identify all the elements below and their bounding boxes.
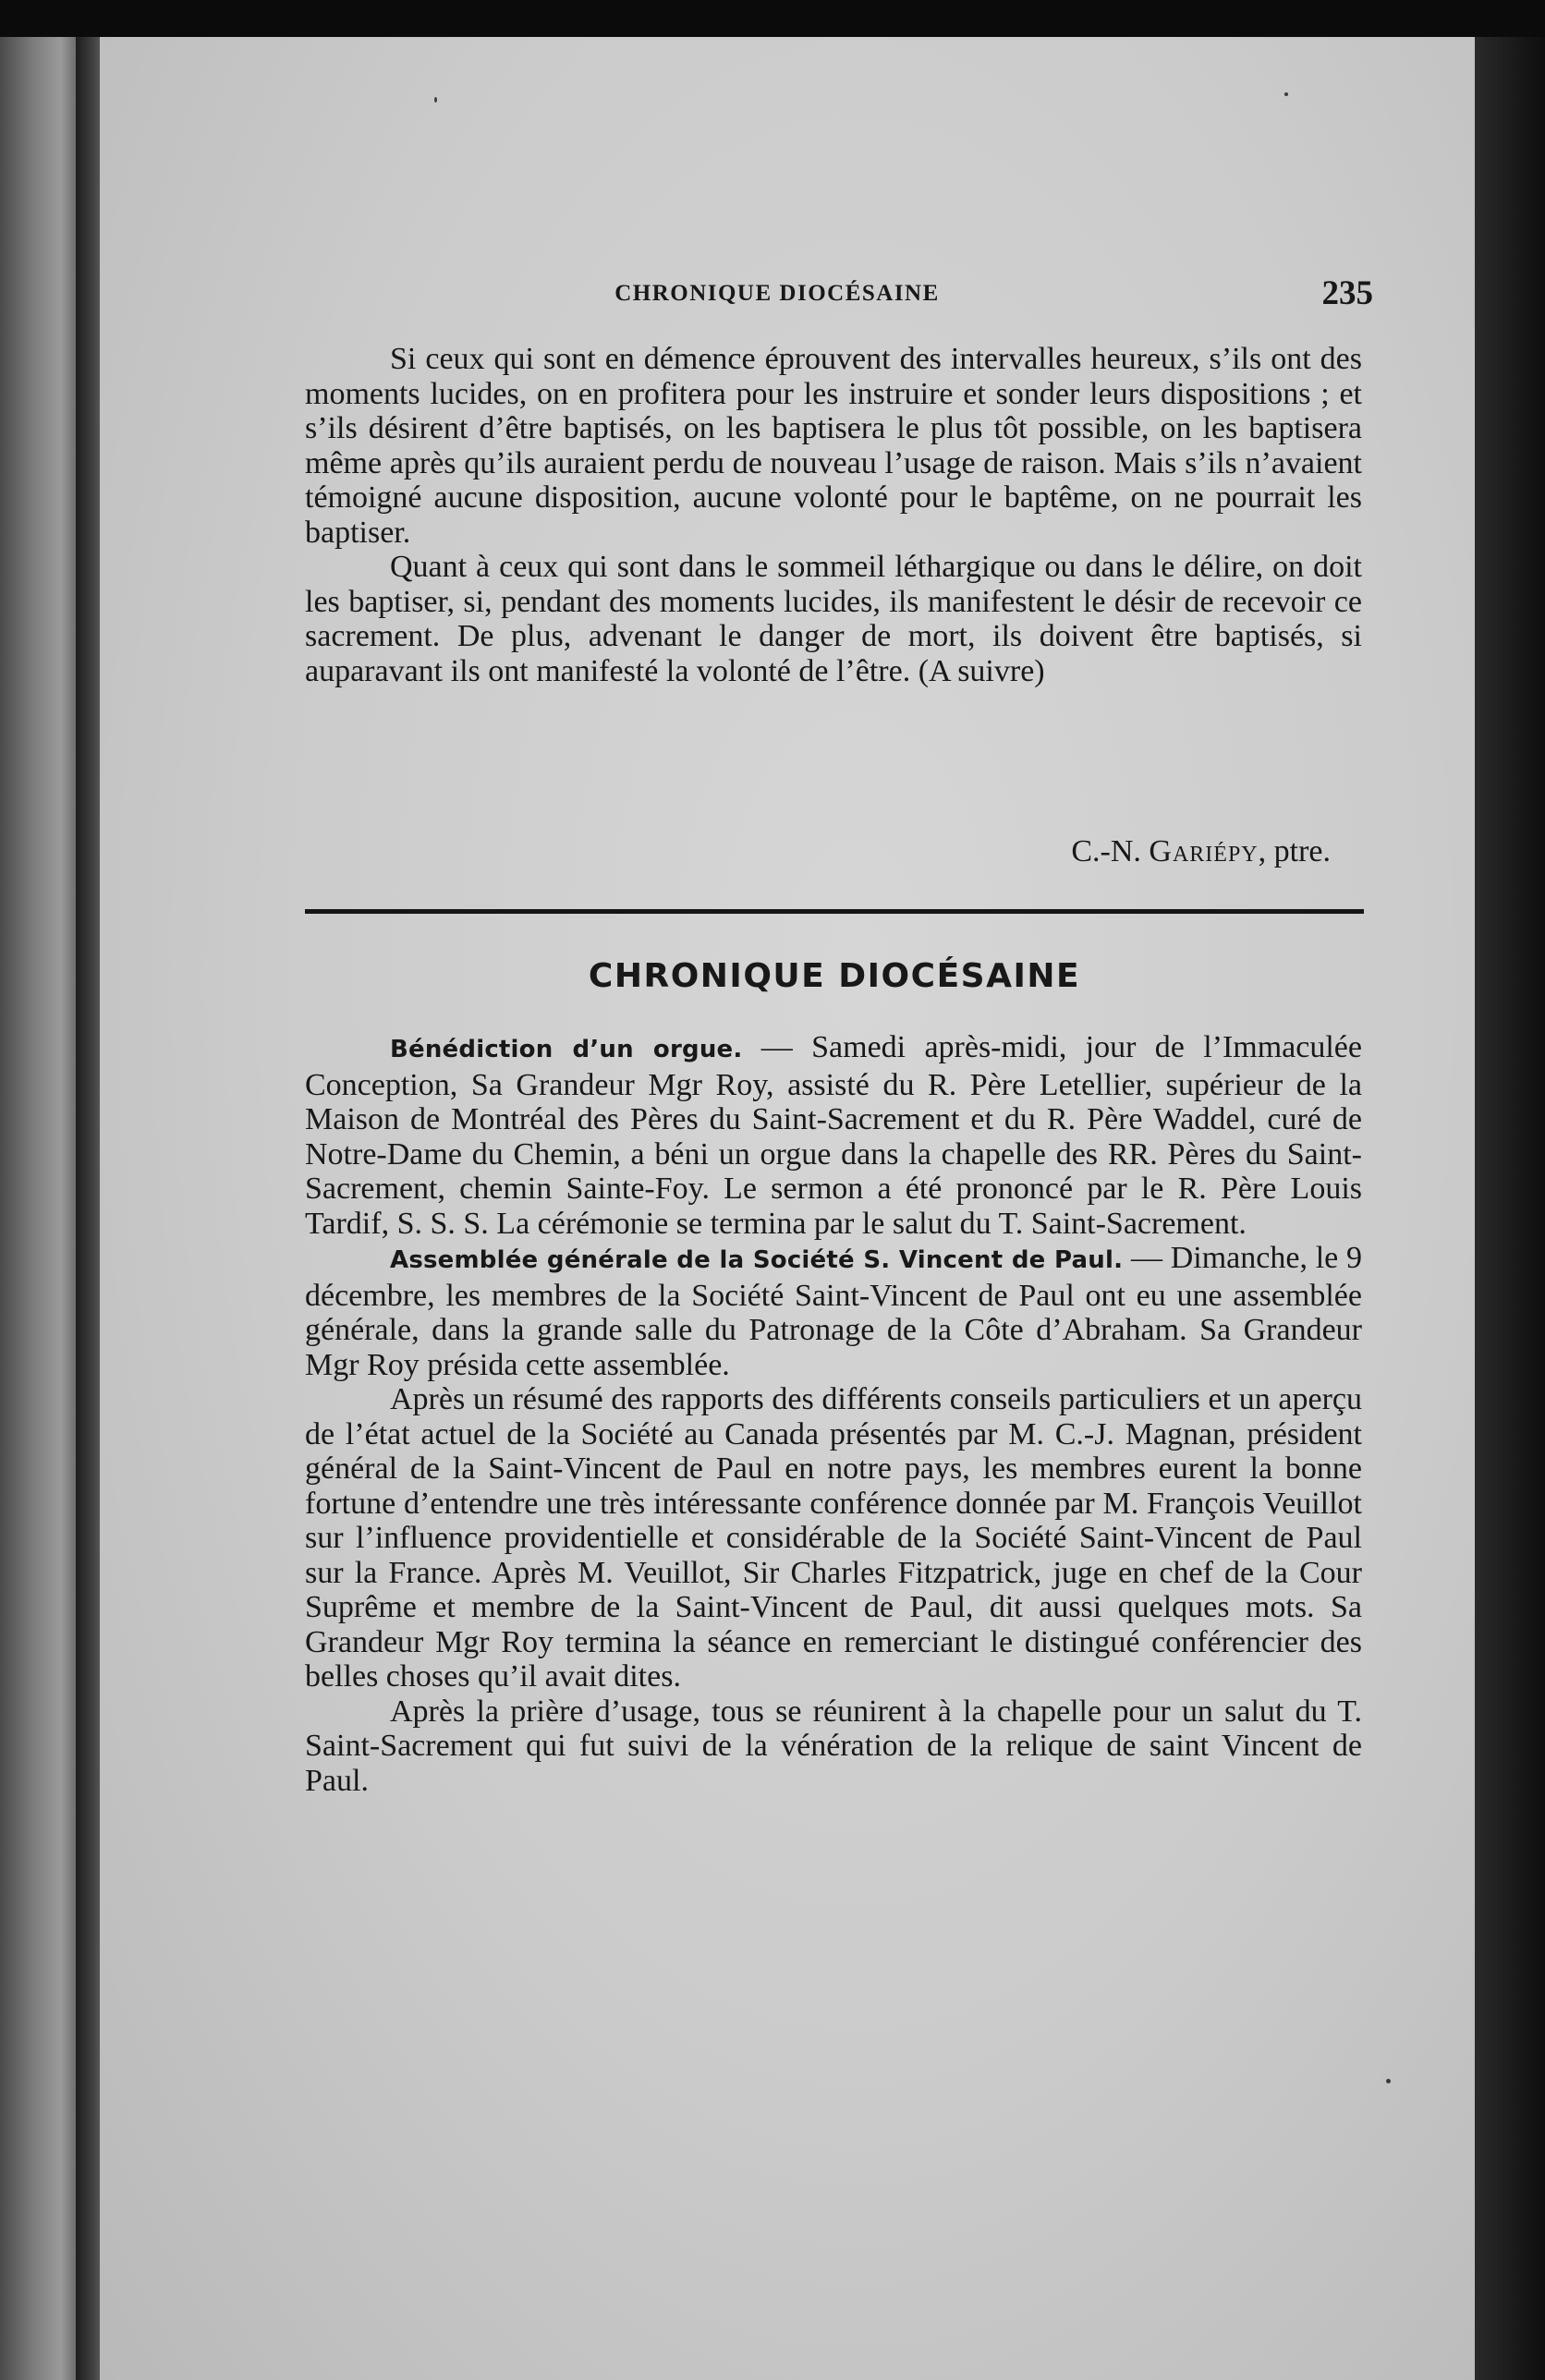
page-number: 235 [1321, 274, 1373, 312]
chronicle-item [305, 1382, 1362, 1694]
item-text: Après la prière d’usage, tous se réunirent à la chapelle pour un salut du T. Saint-Sacrement qui fut suivi de la vénération de la relique de saint Vincent de Paul. [305, 1694, 1362, 1798]
item-text: — Dimanche, le 9 décembre, les membres de la Société Saint-Vincent de Paul ont eu une assemblée générale, dans la grande salle du Patronage de la Côte d’Abraham. Sa Grandeur Mgr Roy présida cette assemblée. [305, 1241, 1362, 1382]
signature-suffix: , ptre. [1258, 834, 1331, 868]
item-heading: Assemblée générale de la Société S. Vincent de Paul. [390, 1246, 1124, 1274]
section-title: CHRONIQUE DIOCÉSAINE [588, 957, 1081, 995]
author-signature [1071, 834, 1331, 869]
chronicle-item [305, 1030, 1362, 1241]
section-divider [305, 909, 1364, 914]
chronicle-item [305, 1694, 1362, 1799]
paragraph: Si ceux qui sont en démence éprouvent des intervalles heureux, s’ils ont des moments lucides, on en profitera pour les instruire et sonder leurs dispositions ; et s’ils désirent d’être baptisés, on les baptisera le plus tôt possible, on les baptisera même après qu’ils auraient perdu de nouveau l’usage de raison. Mais s’ils n’avaient témoigné aucune disposition, aucune volonté pour le baptême, on ne pourrait les baptiser. [305, 342, 1362, 550]
dust-speck [434, 97, 437, 103]
dust-speck [1386, 2079, 1391, 2083]
paragraph: Quant à ceux qui sont dans le sommeil léthargique ou dans le délire, on doit les baptiser, si, pendant des moments lucides, ils manifestent le désir de recevoir ce sacrement. De plus, advenant le danger de mort, ils doivent être baptisés, si auparavant ils ont manifesté la volonté de l’être. (A suivre) [305, 550, 1362, 688]
chronicle-text-block [305, 1030, 1362, 1798]
signature-initials: C.-N. [1071, 834, 1141, 868]
page-edge-shadow [1475, 37, 1545, 2380]
page-header [181, 273, 1373, 320]
intro-text-block [305, 342, 1362, 688]
item-text: — Samedi après-midi, jour de l’Immaculée Conception, Sa Grandeur Mgr Roy, assisté du R. Père Letellier, supérieur de la Maison de Montréal des Pères du Saint-Sacrement et du R. Père Waddel, curé de Notre-Dame du Chemin, a béni un orgue dans la chapelle des RR. Pères du Saint-Sacrement, chemin Sainte-Foy. Le sermon a été prononcé par le R. Père Louis Tardif, S. S. S. La cérémonie se termina par le salut du T. Saint-Sacrement. [305, 1030, 1362, 1241]
gutter-shadow [76, 37, 102, 2380]
chronicle-item [305, 1241, 1362, 1382]
facing-page-edge [0, 37, 76, 2380]
running-head: CHRONIQUE DIOCÉSAINE [614, 281, 940, 306]
signature-name: Gariépy [1149, 834, 1259, 868]
dust-speck [1284, 92, 1288, 96]
item-text: Après un résumé des rapports des différents conseils particuliers et un aperçu de l’état actuel de la Société au Canada présentés par M. C.-J. Magnan, président général de la Saint-Vincent de Paul en notre pays, les membres eurent la bonne fortune d’entendre une très intéressante conférence donnée par M. François Veuillot sur l’influence providentielle et considérable de la Société Saint-Vincent de Paul sur la France. Après M. Veuillot, Sir Charles Fitzpatrick, juge en chef de la Cour Suprême et membre de la Saint-Vincent de Paul, dit aussi quelques mots. Sa Grandeur Mgr Roy termina la séance en remerciant le distingué conférencier des belles choses qu’il avait dites. [305, 1382, 1362, 1694]
item-heading: Bénédiction d’un orgue. [390, 1036, 743, 1063]
